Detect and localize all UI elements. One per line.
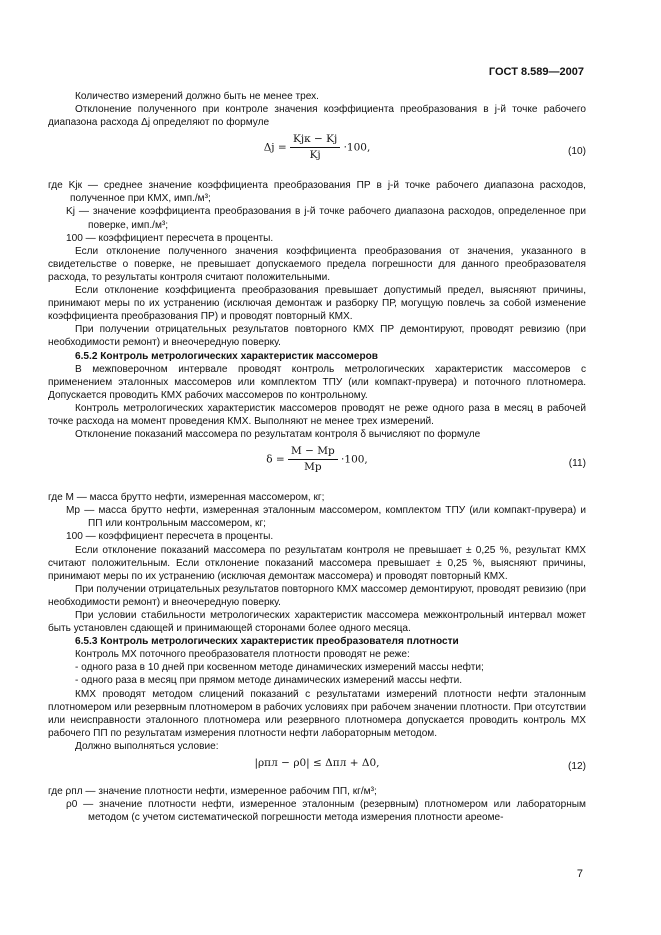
paragraph: Должно выполняться условие: (75, 740, 219, 752)
paragraph: Контроль метрологических характеристик массомеров проводят не реже одного раза в месяц в рабочей точке расхода на момент проведения КМХ. Выполняют не менее трех измерений. (48, 402, 586, 427)
paragraph: Отклонение полученного при контроле значения коэффициента преобразования в j-й точке рабочего диапазона расхода Δj определяют по формуле (48, 104, 586, 129)
formula-expression (48, 445, 586, 474)
paragraph: Контроль МХ поточного преобразователя плотности проводят не реже: (75, 649, 410, 661)
page-number: 7 (576, 868, 583, 880)
definition-line: 100 — коэффициент пересчета в проценты. (66, 232, 274, 244)
paragraph: Количество измерений должно быть не менее трех. (75, 91, 319, 102)
definition-line: Mp — масса брутто нефти, измеренная эталонным массомером, комплектом ТПУ (или компакт-прувера) и ПП или контрольным массомером, кг; (66, 505, 586, 530)
fraction-numerator: Kjк − Kj (290, 133, 340, 148)
formula-tail: ·100, (337, 453, 368, 466)
fraction-numerator: M − Mp (288, 445, 338, 460)
formula-number: (12) (568, 761, 586, 773)
formula-fraction (288, 445, 338, 474)
section-heading: 6.5.2 Контроль метрологических характеристик массомеров (75, 350, 379, 362)
definition-line: Kj — значение коэффициента преобразования в j-й точке рабочего диапазона расходов, определенное при поверке, имп./м³; (66, 206, 587, 231)
paragraph: При получении отрицательных результатов повторного КМХ ПР демонтируют, проводят ревизию (при необходимости ремонт) и внеочередную поверку. (48, 324, 586, 349)
definition-line: где M — масса брутто нефти, измеренная массомером, кг; (48, 492, 325, 504)
formula-expression: |ρпл − ρ0| ≤ Δпл + Δ0, (254, 757, 380, 770)
paragraph: При условии стабильности метрологических характеристик массомера межконтрольный интервал может быть установлен сдающей и принимающей сторонами более одного месяца. (48, 610, 586, 635)
formula-expression (48, 133, 586, 162)
formula-lhs: δ = (266, 453, 289, 466)
paragraph: Если отклонение полученного значения коэффициента преобразования от значения, указанного в свидетельстве о поверке, не превышает допускаемого предела погрешности для данного преобразователя расхода, то результаты контроля считают положительными. (48, 245, 586, 283)
paragraph: Если отклонение показаний массомера по результатам контроля не превышает ± 0,25 %, результат КМХ считают положительным. Если отклонение показаний массомера превышает ± 0,25 %, выясняют причины, принимают меры по их устранению (исключая демонтаж массомера) и проводят повторный КМХ. (48, 544, 586, 582)
definition-line: ρ0 — значение плотности нефти, измеренное эталонным (резервным) плотномером или лабораторным методом (с учетом систематической погрешности метода измерения плотности ареоме- (66, 799, 586, 824)
paragraph: Отклонение показаний массомера по результатам контроля δ вычисляют по формуле (75, 429, 481, 441)
definition-line: где Kjк — среднее значение коэффициента преобразования ПР в j-й точке рабочего диапазона расходов, полученное при КМХ, имп./м³; (48, 180, 586, 205)
formula-lhs: Δj = (263, 141, 290, 154)
definition-line: 100 — коэффициент пересчета в проценты. (66, 531, 274, 543)
paragraph: В межповерочном интервале проводят контроль метрологических характеристик массомеров с применением эталонных массомеров или комплектом ТПУ (или компакт-прувера) и поточного плотномера. Допускается проводить КМХ рабочих массомеров по контрольному. (48, 363, 586, 401)
section-heading: 6.5.3 Контроль метрологических характеристик преобразователя плотности (75, 636, 459, 648)
formula-tail: ·100, (340, 141, 371, 154)
formula-11 (48, 445, 586, 485)
document-header: ГОСТ 8.589—2007 (488, 66, 584, 78)
formula-number: (11) (568, 458, 586, 470)
paragraph: При получении отрицательных результатов повторного КМХ массомер демонтируют, проводят ревизию (при необходимости ремонт) и внеочередную поверку. (48, 583, 586, 608)
formula-10 (48, 133, 586, 173)
paragraph: Если отклонение коэффициента преобразования превышает допустимый предел, выясняют причины, принимают меры по их устранению (исключая демонтаж и разборку ПР, могущую повлечь за собой изменение коэффициента преобразования ПР) и проводят повторный КМХ. (48, 285, 586, 323)
page-body (48, 90, 586, 824)
definition-line: где ρпл — значение плотности нефти, измеренное рабочим ПП, кг/м³; (48, 786, 377, 798)
fraction-denominator: Mp (304, 461, 322, 474)
paragraph: КМХ проводят методом слицений показаний с результатами измерений плотности нефти эталонным плотномером или резервным плотномером в рабочих условиях при рабочем значении плотности. При отсутствии или неисправности эталонного плотномера или резервного плотномера допускается проводить контроль МХ рабочего ПП по результатам измерения плотности нефти лабораторным методом. (48, 688, 586, 739)
list-item: - одного раза в 10 дней при косвенном методе динамических измерений массы нефти; (75, 662, 484, 674)
formula-number: (10) (568, 146, 586, 158)
fraction-denominator: Kj (309, 149, 321, 162)
formula-fraction (290, 133, 340, 162)
formula-12 (48, 757, 586, 779)
list-item: - одного раза в месяц при прямом методе динамических измерений массы нефти. (75, 675, 463, 687)
